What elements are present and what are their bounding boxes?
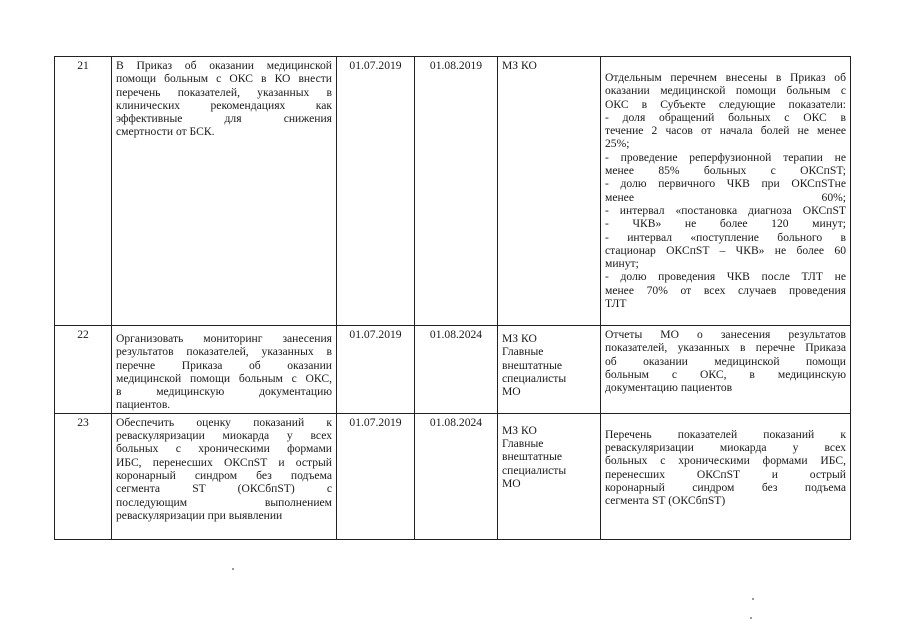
cell-text-line: МЗ КО <box>502 332 537 345</box>
cell-text-line: внештатные <box>502 450 563 464</box>
cell-text-line: ТЛТ <box>605 297 627 311</box>
cell-text-line: коронарный синдром без подъема <box>605 480 846 494</box>
cell-text-line: менее 85% больных с ОКСпST; <box>605 164 846 178</box>
executor-cell <box>498 326 601 414</box>
cell-text-line: ИБС, перенесших ОКСпST и острый <box>116 455 332 469</box>
executor-cell <box>498 413 601 539</box>
measure-cell <box>112 326 337 414</box>
cell-text-line: минут; <box>605 257 639 271</box>
cell-text-line: МО <box>502 476 521 490</box>
scan-speck <box>752 598 754 600</box>
result-cell <box>601 326 851 414</box>
row-number: 21 <box>55 57 112 326</box>
cell-text-line: результатов показателей, указанных в <box>116 345 332 359</box>
start-date: 01.07.2019 <box>337 326 415 414</box>
cell-text-line: специалисты <box>502 463 567 477</box>
cell-text-line: об оказании медицинской помощи <box>605 354 846 368</box>
cell-text-line: сегмента ST (ОКСбпST) с <box>116 482 332 496</box>
cell-text-line: менее 70% от всех случаев проведения <box>605 283 846 297</box>
start-date: 01.07.2019 <box>337 57 415 326</box>
cell-text-line: больных с хроническими формами <box>116 442 332 456</box>
cell-text-line: Организовать мониторинг занесения <box>116 332 332 345</box>
cell-text-line: сегмента ST (ОКСбпST) <box>605 494 726 508</box>
cell-text-line: стационар ОКСпST – ЧКВ» не более 60 <box>605 243 846 257</box>
cell-text-line: течение 2 часов от начала болей не менее <box>605 124 846 138</box>
result-cell <box>601 413 851 539</box>
cell-text-line: больных с хроническими формами ИБС, <box>605 454 846 468</box>
cell-text-line: пациентов. <box>116 398 171 412</box>
cell-text-line: Главные <box>502 345 544 359</box>
table-row <box>55 413 851 539</box>
cell-text-line: реваскуляризации миокарда у всех <box>605 441 846 455</box>
action-plan-table <box>54 56 851 540</box>
cell-text-line: в медицинскую документацию <box>116 385 332 399</box>
cell-text-line: МЗ КО <box>502 59 537 72</box>
cell-text-line: - долю проведения ЧКВ после ТЛТ не <box>605 270 846 284</box>
cell-text-line: - долю первичного ЧКВ при ОКСпSTне <box>605 177 846 191</box>
cell-text-line: документацию пациентов <box>605 381 733 395</box>
cell-text-line: Отдельным перечнем внесены в Приказ об <box>605 71 846 84</box>
start-date: 01.07.2019 <box>337 413 415 539</box>
cell-text-line: - ЧКВ» не более 120 минут; <box>605 217 846 231</box>
result-cell <box>601 57 851 326</box>
cell-text-line: реваскуляризации при выявлении <box>116 508 283 522</box>
cell-text-line: смертности от БСК. <box>116 125 215 139</box>
scan-speck <box>232 568 234 570</box>
measure-cell <box>112 57 337 326</box>
cell-text-line: внештатные <box>502 358 563 372</box>
cell-text-line: медицинской помощи больным с ОКС, <box>116 371 332 385</box>
cell-text-line: показателей, указанных в перечне Приказа <box>605 341 846 355</box>
cell-text-line: В Приказ об оказании медицинской <box>116 59 332 72</box>
cell-text-line: менее 60%; <box>605 190 846 204</box>
cell-text-line: коронарный синдром без подъема <box>116 468 332 482</box>
cell-text-line: специалисты <box>502 371 567 385</box>
row-number: 23 <box>55 413 112 539</box>
cell-text-line: эффективные для снижения <box>116 112 332 126</box>
cell-text-line: 25%; <box>605 137 630 151</box>
end-date: 01.08.2019 <box>415 57 498 326</box>
cell-text-line: Перечень показателей показаний к <box>605 427 846 441</box>
cell-text-line: ОКС в Субъекте следующие показатели: <box>605 97 846 111</box>
cell-text-line: помощи больным с ОКС в КО внести <box>116 72 332 86</box>
cell-text-line: последующим выполнением <box>116 495 332 509</box>
cell-text-line: - проведение реперфузионной терапии не <box>605 150 846 164</box>
table-row <box>55 57 851 326</box>
cell-text-line: больным с ОКС, в медицинскую <box>605 367 846 381</box>
measure-cell <box>112 413 337 539</box>
cell-text-line: реваскуляризации миокарда у всех <box>116 429 332 443</box>
end-date: 01.08.2024 <box>415 326 498 414</box>
executor-cell <box>498 57 601 326</box>
cell-text-line: Обеспечить оценку показаний к <box>116 415 332 429</box>
end-date: 01.08.2024 <box>415 413 498 539</box>
cell-text-line: - интервал «поступление больного в <box>605 230 846 244</box>
cell-text-line: оказании медицинской помощи больным с <box>605 84 846 98</box>
scan-speck <box>750 617 752 619</box>
cell-text-line: МО <box>502 385 521 399</box>
row-number: 22 <box>55 326 112 414</box>
cell-text-line: МЗ КО <box>502 423 537 437</box>
cell-text-line: Отчеты МО о занесения результатов <box>605 328 846 341</box>
cell-text-line: - доля обращений больных с ОКС в <box>605 110 846 124</box>
cell-text-line: клинических рекомендациях как <box>116 98 332 112</box>
cell-text-line: перенесших ОКСпST и острый <box>605 467 846 481</box>
cell-text-line: перечне Приказа об оказании <box>116 358 332 372</box>
table-row <box>55 326 851 414</box>
cell-text-line: перечень показателей, указанных в <box>116 85 332 99</box>
cell-text-line: - интервал «постановка диагноза ОКСпST <box>605 203 846 217</box>
cell-text-line: Главные <box>502 437 544 451</box>
